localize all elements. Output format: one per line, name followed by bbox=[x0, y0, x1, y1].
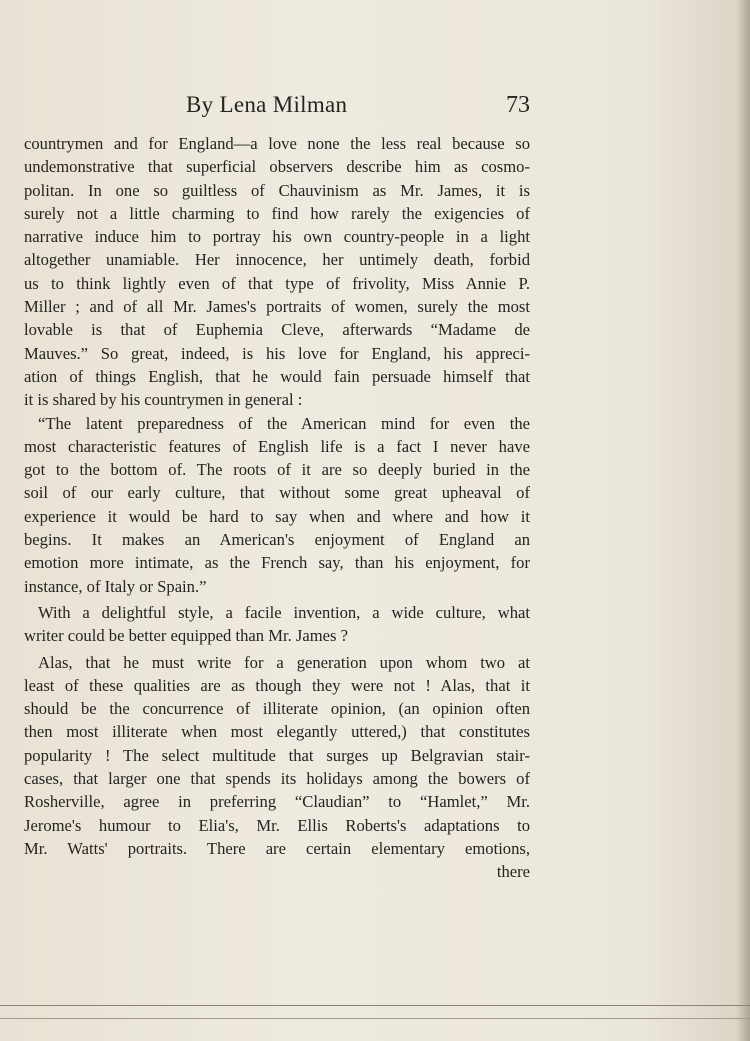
text-line: surely not a little charming to find how rarely the exigencies of bbox=[24, 203, 530, 223]
text-line: countrymen and for England—a love none the less real because so bbox=[24, 134, 530, 153]
text-line: then most illiterate when most elegantly uttered,) that constitutes bbox=[24, 722, 530, 742]
page-number: 73 bbox=[506, 92, 530, 118]
text-line: narrative induce him to portray his own country-people in a light bbox=[24, 227, 530, 247]
running-head: By Lena Milman bbox=[186, 92, 348, 117]
text-line: Miller ; and of all Mr. James's portraits of women, surely the most bbox=[24, 297, 530, 317]
quote-line: emotion more intimate, as the French say, than his enjoyment, for bbox=[24, 553, 530, 573]
text-line: undemonstrative that superficial observers describe him as cosmo- bbox=[24, 157, 530, 177]
text-line: should be the concurrence of illiterate opinion, (an opinion often bbox=[24, 699, 530, 719]
text-line: it is shared by his countrymen in general : bbox=[24, 390, 303, 410]
text-line: altogether unamiable. Her innocence, her untimely death, forbid bbox=[24, 250, 530, 270]
text-line: lovable is that of Euphemia Cleve, afterwards “Madame de bbox=[24, 320, 530, 340]
page-header bbox=[24, 92, 530, 128]
text-line: cases, that larger one that spends its holidays among the bowers of bbox=[24, 769, 530, 789]
text-line: Mr. Watts' portraits. There are certain elementary emotions, bbox=[24, 838, 530, 858]
text-line: Alas, that he must write for a generation upon whom two at bbox=[38, 652, 530, 672]
catchword: there bbox=[496, 862, 530, 882]
text-line: With a delightful style, a facile invention, a wide culture, what bbox=[38, 602, 530, 622]
quote-line: got to the bottom of. The roots of it are so deeply buried in the bbox=[24, 460, 530, 480]
quote-line: instance, of Italy or Spain.” bbox=[24, 576, 207, 596]
quote-line: begins. It makes an American's enjoyment of England an bbox=[24, 530, 530, 550]
text-line: popularity ! The select multitude that surges up Belgravian stair- bbox=[24, 745, 530, 765]
quote-line: soil of our early culture, that without some great upheaval of bbox=[24, 483, 530, 503]
bottom-rule bbox=[0, 1005, 750, 1019]
quote-line: experience it would be hard to say when and where and how it bbox=[24, 506, 530, 526]
text-line: writer could be better equipped than Mr. James ? bbox=[24, 626, 348, 646]
body-text bbox=[24, 132, 530, 884]
text-line: Mauves.” So great, indeed, is his love for England, his appreci- bbox=[24, 343, 530, 363]
text-line: ation of things English, that he would fain persuade himself that bbox=[24, 366, 530, 386]
quote-line: “The latent preparedness of the American mind for even the bbox=[38, 413, 530, 433]
text-line: least of these qualities are as though they were not ! Alas, that it bbox=[24, 675, 530, 695]
text-line: Jerome's humour to Elia's, Mr. Ellis Roberts's adaptations to bbox=[24, 815, 530, 835]
page-edge-shadow bbox=[736, 0, 750, 1041]
text-line: us to think lightly even of that type of frivolity, Miss Annie P. bbox=[24, 273, 530, 293]
text-line: Rosherville, agree in preferring “Claudian” to “Hamlet,” Mr. bbox=[24, 792, 530, 812]
text-line: politan. In one so guiltless of Chauvinism as Mr. James, it is bbox=[24, 180, 530, 200]
quote-line: most characteristic features of English life is a fact I never have bbox=[24, 436, 530, 456]
